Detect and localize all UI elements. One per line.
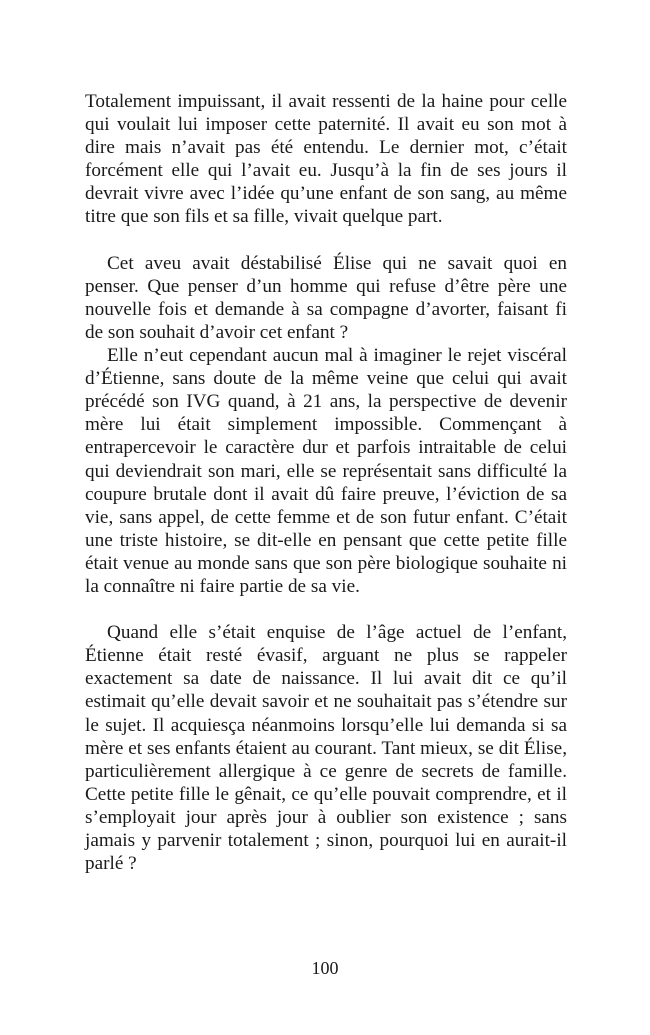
paragraph-2: Cet aveu avait déstabilisé Élise qui ne savait quoi en penser. Que penser d’un homme qui refuse d’être père une nouvelle fois et demande à sa compagne d’avorter, faisant fi de son souhait d’avoir cet enfant ? <box>85 252 567 343</box>
book-page-body <box>85 90 567 875</box>
paragraph-4: Quand elle s’était enquise de l’âge actuel de l’enfant, Étienne était resté évasif, arguant ne plus se rappeler exactement sa date de naissance. Il lui avait dit ce qu’il estimait qu’elle devait savoir et ne souhaitait pas s’étendre sur le sujet. Il acquiesça néanmoins lorsqu’elle lui demanda si sa mère et ses enfants étaient au courant. Tant mieux, se dit Élise, particulièrement allergique à ce genre de secrets de famille. Cette petite fille le gênait, ce qu’elle pouvait comprendre, et il s’employait jour après jour à oublier son existence ; sans jamais y parvenir totalement ; sinon, pourquoi lui en aurait-il parlé ? <box>85 622 567 875</box>
paragraph-1: Totalement impuissant, il avait ressenti de la haine pour celle qui voulait lui imposer cette paternité. Il avait eu son mot à dire mais n’avait pas été entendu. Le dernier mot, c’était forcément elle qui l’avait eu. Jusqu’à la fin de ses jours il devrait vivre avec l’idée qu’une enfant de son sang, au même titre que son fils et sa fille, vivait quelque part. <box>85 91 567 228</box>
paragraph-3: Elle n’eut cependant aucun mal à imaginer le rejet viscéral d’Étienne, sans doute de la même veine que celui qui avait précédé son IVG quand, à 21 ans, la perspective de devenir mère lui était simplement impossible. Commençant à entrapercevoir le caractère dur et parfois intraitable de celui qui deviendrait son mari, elle se représentait sans difficulté la coupure brutale dont il avait dû faire preuve, l’éviction de sa vie, sans appel, de cette femme et de son futur enfant. C’était une triste histoire, se dit-elle en pensant que cette petite fille était venue au monde sans que son père biologique souhaite ni la connaître ni faire partie de sa vie. <box>85 345 567 597</box>
paragraph-spacer <box>85 229 567 252</box>
paragraph-spacer <box>85 598 567 621</box>
page-number: 100 <box>311 958 339 978</box>
